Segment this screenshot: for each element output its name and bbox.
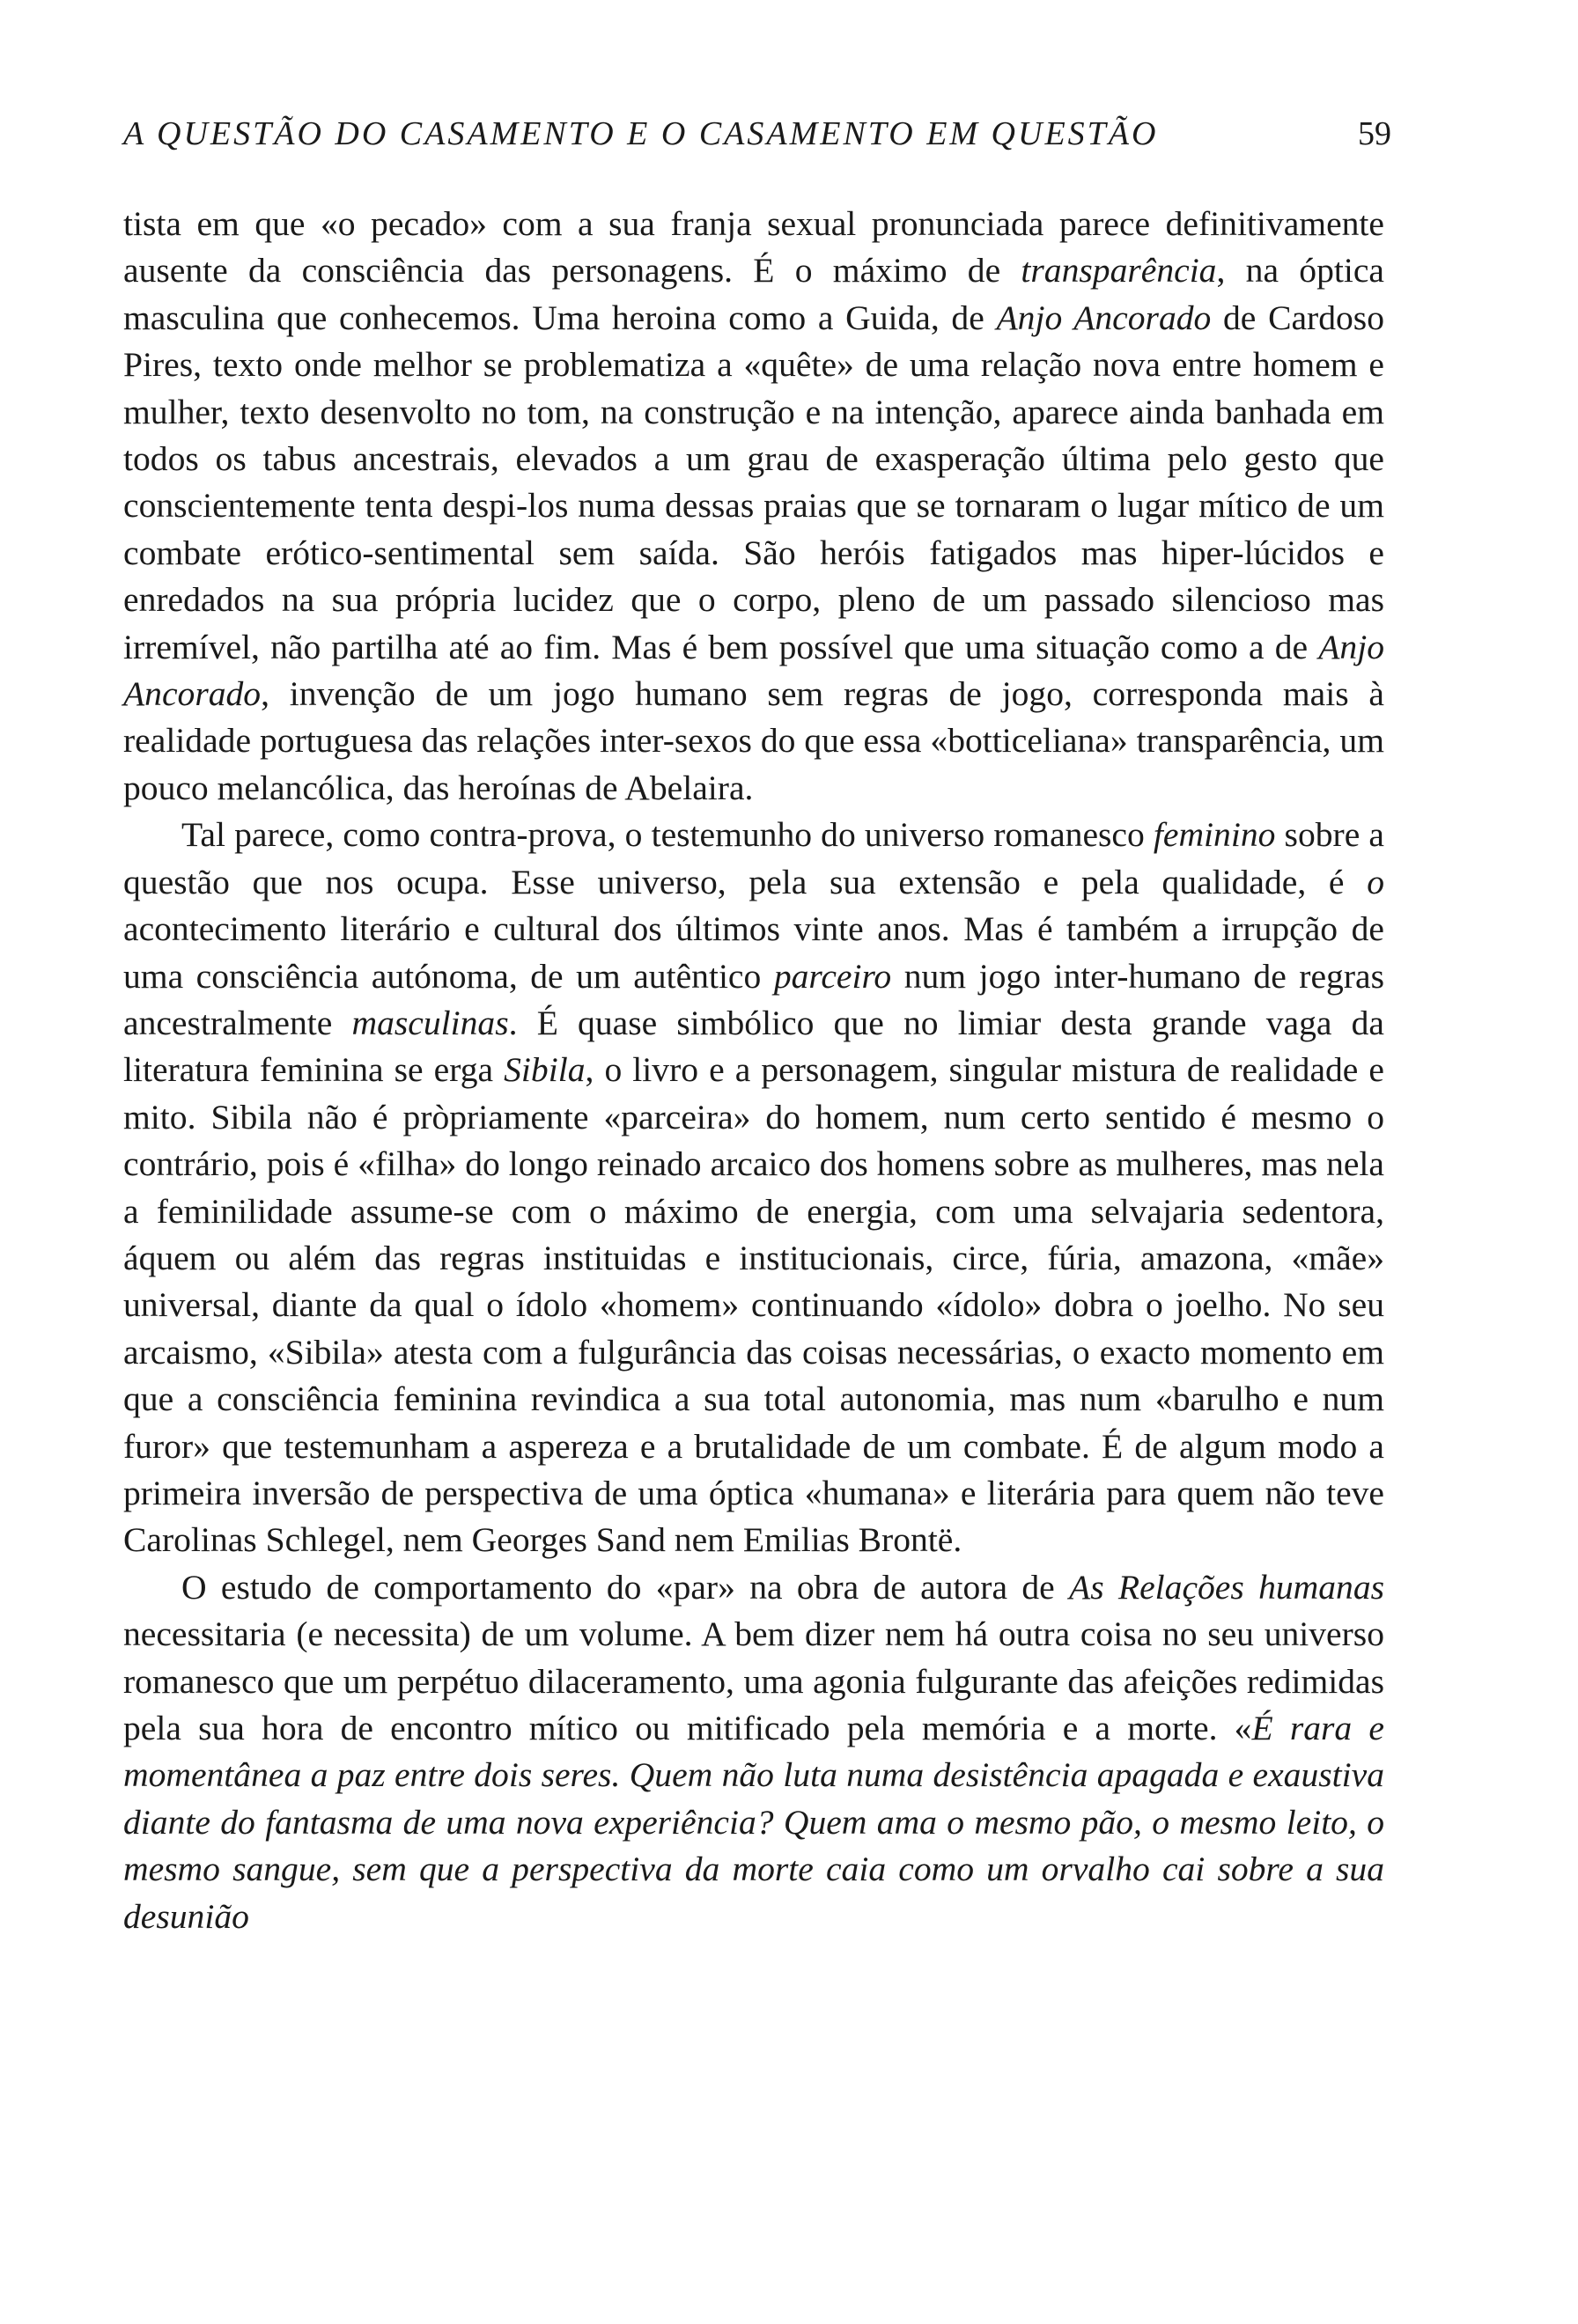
body-text <box>123 201 1384 1940</box>
paragraph-3 <box>123 1564 1384 1940</box>
paragraph-2-text-3: acontecimento literário e cultural dos últimos vinte anos. Mas é também a irrupção de uma consciência autónoma, de um autêntico <box>123 909 1384 996</box>
paragraph-1-text-1: tista em que «o pecado» com a sua franja sexual pronunciada parece definitivamente ausente da consciência das personagens. É o máximo de <box>123 204 1384 290</box>
paragraph-2 <box>123 812 1384 1564</box>
paragraph-2-text-1: Tal parece, como contra-prova, o testemunho do universo romanesco <box>181 815 1154 855</box>
paragraph-3-italic-2: É rara e momentânea a paz entre dois seres. Quem não luta numa desistência apagada e exaustiva diante do fantasma de uma nova experiência? Quem ama o mesmo pão, o mesmo leito, o mesmo sangue, sem que a perspectiva da morte caia como um orvalho cai sobre a sua desunião <box>123 1709 1384 1936</box>
paragraph-1-text-3: de Cardoso Pires, texto onde melhor se problematiza a «quête» de uma relação nova entre homem e mulher, texto desenvolto no tom, na construção e na intenção, aparece ainda banhada em todos os tabus ancestrais, elevados a um grau de exasperação última pelo gesto que conscientemente tenta despi-los numa dessas praias que se tornaram o lugar mítico de um combate erótico-sentimental sem saída. São heróis fatigados mas hiper-lúcidos e enredados na sua própria lucidez que o corpo, pleno de um passado silencioso mas irremível, não partilha até ao fim. Mas é bem possível que uma situação como a de <box>123 298 1384 666</box>
paragraph-2-italic-4: masculinas <box>351 1003 509 1042</box>
paragraph-3-text-1: O estudo de comportamento do «par» na obra de autora de <box>181 1567 1070 1607</box>
paragraph-3-italic-1: As Relações humanas <box>1069 1567 1385 1607</box>
paragraph-2-text-5: . É quase simbólico que no limiar desta grande vaga da literatura feminina se erga <box>123 1003 1384 1090</box>
paragraph-3-text-2: necessitaria (e necessita) de um volume. A bem dizer nem há outra coisa no seu universo romanesco que um perpétuo dilaceramento, uma agonia fulgurante das afeições redimidas pela sua hora de encontro mítico ou mitificado pela memória e a morte. « <box>123 1614 1384 1747</box>
paragraph-1-italic-2: Anjo Ancorado <box>996 298 1212 337</box>
running-title: A QUESTÃO DO CASAMENTO E O CASAMENTO EM QUESTÃO <box>123 115 1159 152</box>
page-number: 59 <box>1358 115 1391 152</box>
paragraph-2-italic-5: Sibila <box>504 1050 586 1090</box>
paragraph-1 <box>123 201 1384 812</box>
paragraph-2-text-4: num jogo inter-humano de regras ancestralmente <box>123 956 1384 1042</box>
paragraph-1-text-4: , invenção de um jogo humano sem regras de jogo, corresponda mais à realidade portuguesa das relações inter-sexos do que essa «botticeliana» transparência, um pouco melancólica, das heroínas de Abelaira. <box>123 674 1384 807</box>
running-head <box>123 114 1391 167</box>
paragraph-1-text-2: , na óptica masculina que conhecemos. Uma heroina como a Guida, de <box>123 251 1384 337</box>
paragraph-2-text-2: sobre a questão que nos ocupa. Esse universo, pela sua extensão e pela qualidade, é <box>123 815 1384 901</box>
paragraph-2-italic-2: o <box>1367 862 1384 901</box>
paragraph-2-italic-1: feminino <box>1153 815 1276 855</box>
paragraph-2-italic-3: parceiro <box>773 956 892 996</box>
paragraph-1-italic-1: transparência <box>1021 251 1217 290</box>
paragraph-1-italic-3: Anjo Ancorado <box>123 627 1384 714</box>
paragraph-2-text-6: , o livro e a personagem, singular mistura de realidade e mito. Sibila não é pròpriamente «parceira» do homem, num certo sentido é mesmo o contrário, pois é «filha» do longo reinado arcaico dos homens sobre as mulheres, mas nela a feminilidade assume-se com o máximo de energia, com uma selvajaria sedentora, áquem ou além das regras instituidas e institucionais, circe, fúria, amazona, «mãe» universal, diante da qual o ídolo «homem» continuando «ídolo» dobra o joelho. No seu arcaismo, «Sibila» atesta com a fulgurância das coisas necessárias, o exacto momento em que a consciência feminina revindica a sua total autonomia, mas num «barulho e num furor» que testemunham a aspereza e a brutalidade de um combate. É de algum modo a primeira inversão de perspectiva de uma óptica «humana» e literária para quem não teve Carolinas Schlegel, nem Georges Sand nem Emilias Brontë. <box>123 1050 1384 1560</box>
